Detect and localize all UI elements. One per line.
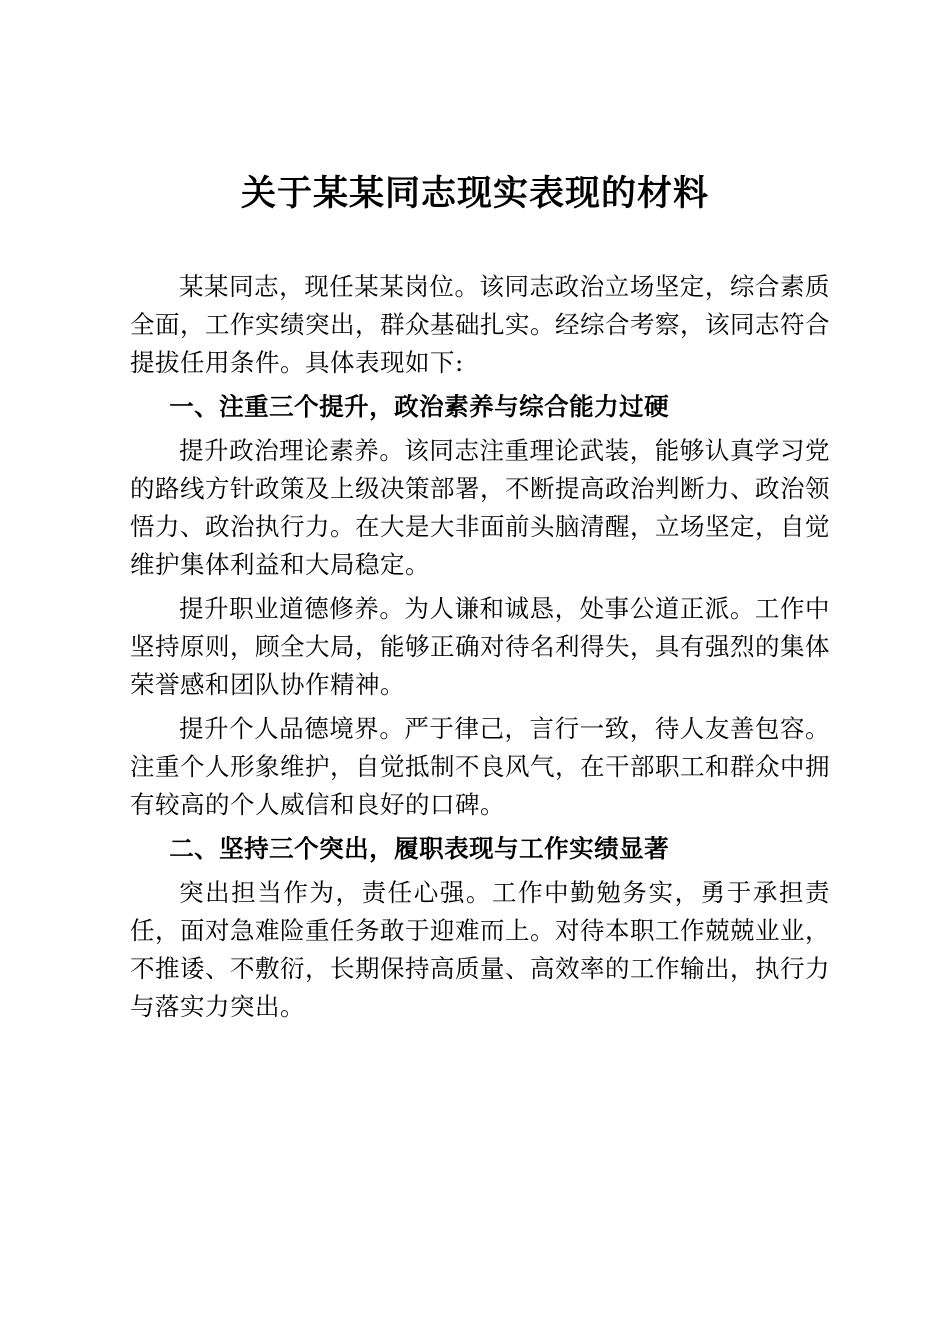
section-1-heading: 一、注重三个提升，政治素养与综合能力过硬 (169, 392, 670, 421)
section-1-paragraph-2: 提升职业道德修养。为人谦和诚恳，处事公道正派。工作中坚持原则，顾全大局，能够正确对待名利得失，具有强烈的集体荣誉感和团队协作精神。 (130, 594, 830, 699)
intro-paragraph: 某某同志，现任某某岗位。该同志政治立场坚定，综合素质全面，工作实绩突出，群众基础扎实。经综合考察，该同志符合提拔任用条件。具体表现如下: (130, 272, 830, 377)
section-1-paragraph-1: 提升政治理论素养。该同志注重理论武装，能够认真学习党的路线方针政策及上级决策部署，不断提高政治判断力、政治领悟力、政治执行力。在大是大非面前头脑清醒，立场坚定，自觉维护集体利益和大局稳定。 (130, 436, 830, 579)
section-1-paragraph-3: 提升个人品德境界。严于律己，言行一致，待人友善包容。注重个人形象维护，自觉抵制不良风气，在干部职工和群众中拥有较高的个人威信和良好的口碑。 (130, 714, 830, 819)
document-body (130, 268, 830, 1026)
document-title: 关于某某同志现实表现的材料 (240, 173, 709, 214)
section-2-paragraph-1: 突出担当作为，责任心强。工作中勤勉务实，勇于承担责任，面对急难险重任务敢于迎难而上。对待本职工作兢兢业业，不推诿、不敷衍，长期保持高质量、高效率的工作输出，执行力与落实力突出。 (130, 878, 830, 1021)
section-2-heading: 二、坚持三个突出，履职表现与工作实绩显著 (169, 834, 670, 863)
